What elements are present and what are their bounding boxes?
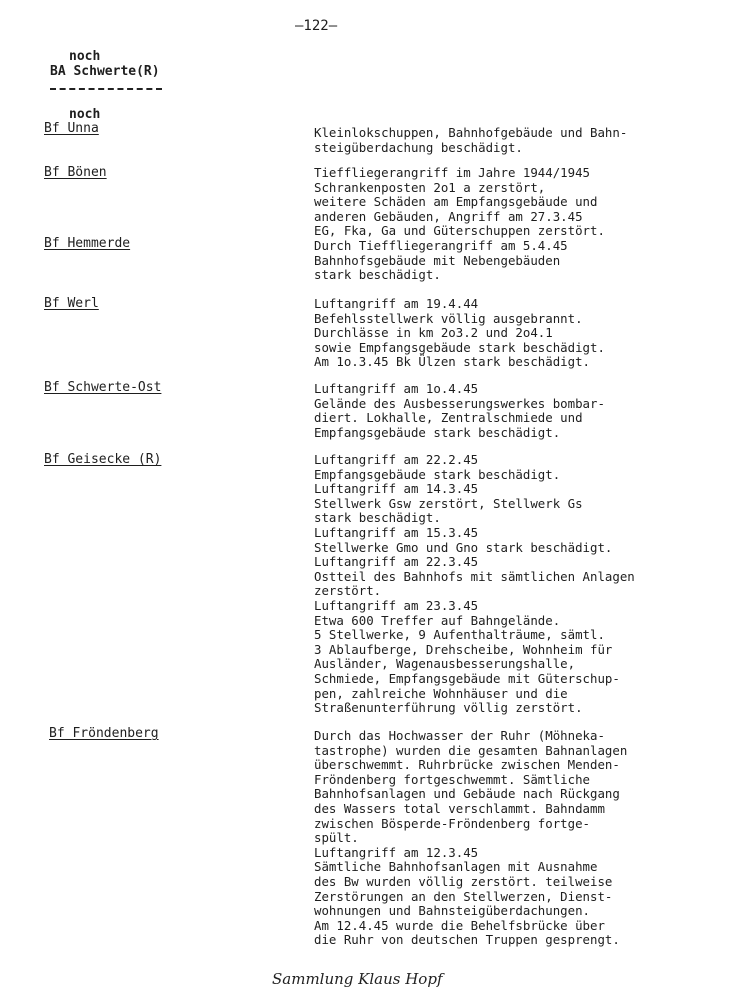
station-text — [314, 729, 714, 948]
text-line: Luftangriff am 22.3.45 — [314, 554, 479, 570]
text-line: Straßenunterführung völlig zerstört. — [314, 700, 583, 716]
text-line: Luftangriff am 1o.4.45 — [314, 381, 479, 396]
text-line: sowie Empfangsgebäude stark beschädigt. — [314, 339, 605, 355]
text-line: Bahnhofsanlagen und Gebäude nach Rückgang — [314, 786, 620, 802]
text-line: diert. Lokhalle, Zentralschmiede und — [314, 410, 583, 426]
text-line: Am 1o.3.45 Bk Ülzen stark beschädigt. — [314, 354, 591, 370]
text-line: 5 Stellwerke, 9 Aufenthalträume, sämtl. — [314, 627, 605, 643]
text-line: wohnungen und Bahnsteigüberdachungen. — [314, 903, 591, 919]
text-line: Fröndenberg fortgeschwemmt. Sämtliche — [314, 771, 591, 787]
text-line: Luftangriff am 23.3.45 — [314, 597, 479, 613]
station-text — [314, 297, 714, 370]
page-number: —122— — [295, 18, 338, 34]
text-line: Durchlässe in km 2o3.2 und 2o4.1 — [314, 325, 553, 341]
text-line: Durch das Hochwasser der Ruhr (Möhneka- — [314, 728, 605, 743]
text-line: steigüberdachung beschädigt. — [314, 139, 523, 155]
text-line: Luftangriff am 14.3.45 — [314, 481, 479, 497]
text-line: Ostteil des Bahnhofs mit sämtlichen Anlagen — [314, 568, 635, 584]
station-label: Bf Schwerte-Ost — [44, 380, 162, 395]
text-line: Schrankenposten 2o1 a zerstört, — [314, 179, 546, 195]
text-line: stark beschädigt. — [314, 510, 441, 526]
text-line: des Bw wurden völlig zerstört. teilweise — [314, 873, 613, 889]
text-line: tastrophe) wurden die gesamten Bahnanlagen — [314, 742, 628, 758]
header-noch-second: noch — [69, 107, 101, 122]
station-text — [314, 126, 714, 155]
text-line: stark beschädigt. — [314, 267, 441, 283]
text-line: EG, Fka, Ga und Güterschuppen zerstört. — [314, 223, 605, 239]
text-line: überschwemmt. Ruhrbrücke zwischen Menden- — [314, 757, 620, 773]
text-line: Kleinlokschuppen, Bahnhofgebäude und Bahn- — [314, 125, 628, 140]
text-line: Luftangriff am 12.3.45 — [314, 844, 479, 860]
station-label: Bf Bönen — [44, 165, 107, 180]
station-text — [314, 166, 714, 239]
district-title: BA Schwerte(R) — [50, 64, 160, 79]
text-line: Stellwerk Gsw zerstört, Stellwerk Gs — [314, 495, 583, 511]
text-line: Luftangriff am 15.3.45 — [314, 524, 479, 540]
text-line: Empfangsgebäude stark beschädigt. — [314, 466, 561, 482]
text-line: Zerstörungen an den Stellwerzen, Dienst- — [314, 888, 613, 904]
text-line: 3 Ablaufberge, Drehscheibe, Wohnheim für — [314, 641, 613, 657]
text-line: Luftangriff am 19.4.44 — [314, 296, 479, 311]
header-noch-top: noch — [69, 49, 101, 64]
station-label: Bf Fröndenberg — [49, 726, 159, 741]
text-line: Sämtliche Bahnhofsanlagen mit Ausnahme — [314, 859, 598, 875]
text-line: anderen Gebäuden, Angriff am 27.3.45 — [314, 208, 583, 224]
station-label: Bf Werl — [44, 296, 99, 311]
text-line: zwischen Bösperde-Fröndenberg fortge- — [314, 815, 591, 831]
text-line: Gelände des Ausbesserungswerkes bombar- — [314, 395, 605, 411]
station-label: Bf Hemmerde — [44, 236, 131, 251]
text-line: spült. — [314, 830, 359, 846]
station-text — [314, 382, 714, 440]
collection-signature: Sammlung Klaus Hopf — [272, 970, 443, 988]
text-line: des Wassers total verschlammt. Bahndamm — [314, 800, 605, 816]
text-line: Durch Tieffliegerangriff am 5.4.45 — [314, 238, 568, 253]
text-line: Etwa 600 Treffer auf Bahngelände. — [314, 612, 561, 628]
text-line: Tieffliegerangriff im Jahre 1944/1945 — [314, 165, 591, 180]
district-underline — [50, 88, 162, 90]
text-line: die Ruhr von deutschen Truppen gesprengt. — [314, 932, 620, 948]
text-line: zerstört. — [314, 583, 382, 599]
station-label: Bf Unna — [44, 121, 99, 136]
text-line: Ausländer, Wagenausbesserungshalle, — [314, 656, 576, 672]
text-line: Am 12.4.45 wurde die Behelfsbrücke über — [314, 917, 605, 933]
text-line: Schmiede, Empfangsgebäude mit Güterschup- — [314, 670, 620, 686]
text-line: Luftangriff am 22.2.45 — [314, 452, 479, 467]
text-line: pen, zahlreiche Wohnhäuser und die — [314, 685, 568, 701]
text-line: Bahnhofsgebäude mit Nebengebäuden — [314, 252, 561, 268]
station-text — [314, 453, 714, 716]
text-line: Stellwerke Gmo und Gno stark beschädigt. — [314, 539, 613, 555]
text-line: Empfangsgebäude stark beschädigt. — [314, 424, 561, 440]
text-line: weitere Schäden am Empfangsgebäude und — [314, 194, 598, 210]
text-line: Befehlsstellwerk völlig ausgebrannt. — [314, 310, 583, 326]
station-label: Bf Geisecke (R) — [44, 452, 162, 467]
station-text — [314, 239, 714, 283]
